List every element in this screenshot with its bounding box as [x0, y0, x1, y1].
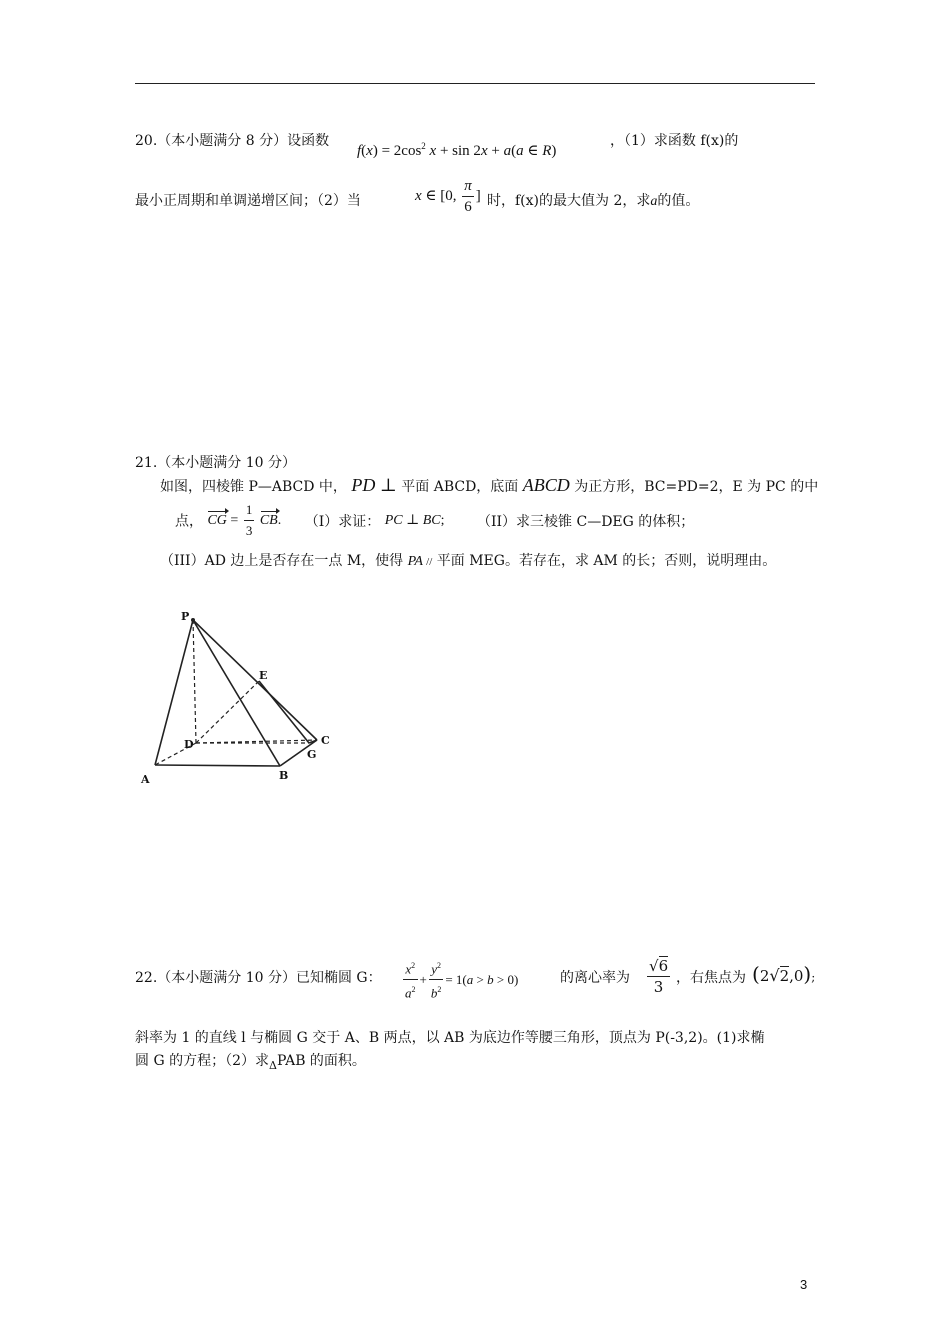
q21-label	[135, 452, 296, 472]
q20-part1-text: ，（1）求函数 f(x)的	[610, 133, 739, 149]
pyramid-figure	[135, 605, 345, 790]
q21-line3-b: 平面 MEG。若存在，求 AM 的长；否则，说明理由。	[436, 553, 777, 569]
focus-text	[676, 967, 746, 987]
q21-line1-c: 为正方形，BC=PD=2，E 为 PC 的中	[574, 479, 819, 495]
label-d: D	[184, 738, 194, 751]
header-rule	[135, 83, 815, 84]
q20-line2-b-text: 时，f(x)的最大值为 2，求	[487, 193, 651, 209]
edge-pb	[193, 620, 280, 766]
q22-label: 22.（本小题满分 10 分）已知椭圆 G：	[135, 970, 382, 986]
q20-line1	[135, 130, 329, 150]
q20-formula: $f(x) = 2\cos^2$ x + sin 2x + a(a ∈ R)	[357, 141, 557, 159]
q22-line3-a: 圆 G 的方程；（2）求	[135, 1053, 269, 1069]
ellipse-equation: $\frac{x^2}{a^2}$ + $\frac{y^2}{b^2}$ = 1(a > b > 0)	[401, 956, 518, 1004]
eccentricity-value: $\frac{√6}{3}$	[649, 957, 669, 996]
q21-line2-a: 点，	[175, 513, 203, 530]
edge-dc	[196, 740, 317, 743]
q21-line2	[175, 500, 694, 541]
edge-pc	[193, 620, 317, 740]
q22-line3	[135, 1050, 366, 1072]
q20-label: 20.（本小题满分 8 分）设函数	[135, 133, 330, 149]
q21-line1-a: 如图，四棱锥 P—ABCD 中，	[160, 479, 347, 495]
q21-line3-a: （III）AD 边上是否存在一点 M，使得	[160, 553, 404, 569]
abcd-symbol: ABCD	[522, 475, 570, 495]
pc-perp-bc: PC ⊥ BC;	[384, 513, 445, 528]
label-g: G	[307, 748, 317, 761]
q22-line1	[135, 967, 382, 987]
q21-label-text: 21.（本小题满分 10 分）	[135, 455, 296, 471]
q21-line1	[160, 475, 818, 496]
label-a: A	[141, 773, 150, 786]
cg-equation: CG = $\frac{1}{3}$ CB.	[207, 502, 282, 538]
q20-interval: x ∈ [0, $\frac{\pi}{6}$ ]	[415, 178, 481, 215]
point-p	[191, 618, 195, 622]
segment-de	[196, 681, 259, 743]
focus-text-label: ，右焦点为	[676, 970, 746, 986]
q21-part2: （II）求三棱锥 C—DEG 的体积；	[476, 513, 695, 530]
label-p: P	[181, 610, 190, 623]
q20-part1	[610, 130, 738, 150]
q20-line2-c: 的值。	[657, 193, 700, 209]
triangle-symbol: Δ	[269, 1059, 277, 1072]
q20-var-a: a	[650, 194, 658, 209]
focus-point: (2√2,0);	[752, 962, 816, 986]
label-b: B	[279, 769, 289, 782]
edge-pd	[193, 620, 196, 743]
q20-line2-b	[487, 190, 699, 210]
ecc-text-label: 的离心率为	[560, 970, 630, 986]
label-c: C	[321, 734, 330, 747]
q21-line3	[160, 550, 776, 570]
q20-line2	[135, 190, 361, 210]
pa-parallel: PA //	[407, 554, 433, 569]
pd-perp: PD ⊥	[351, 475, 397, 495]
label-e: E	[259, 669, 268, 682]
q22-line2-text: 斜率为 1 的直线 l 与椭圆 G 交于 A、B 两点，以 AB 为底边作等腰三角形，顶点为 P(-3,2)。(1)求椭	[135, 1030, 765, 1046]
q22-line3-b: PAB 的面积。	[276, 1053, 366, 1069]
q21-part1: （I）求证：	[304, 513, 381, 530]
segment-eg	[259, 681, 309, 743]
q22-line2	[135, 1027, 765, 1047]
page-number: 3	[800, 1277, 808, 1292]
edge-ab	[155, 765, 280, 766]
ecc-text	[560, 967, 630, 987]
q21-line1-b: 平面 ABCD，底面	[401, 479, 519, 495]
q20-line2-a: 最小正周期和单调递增区间；（2）当	[135, 193, 361, 209]
